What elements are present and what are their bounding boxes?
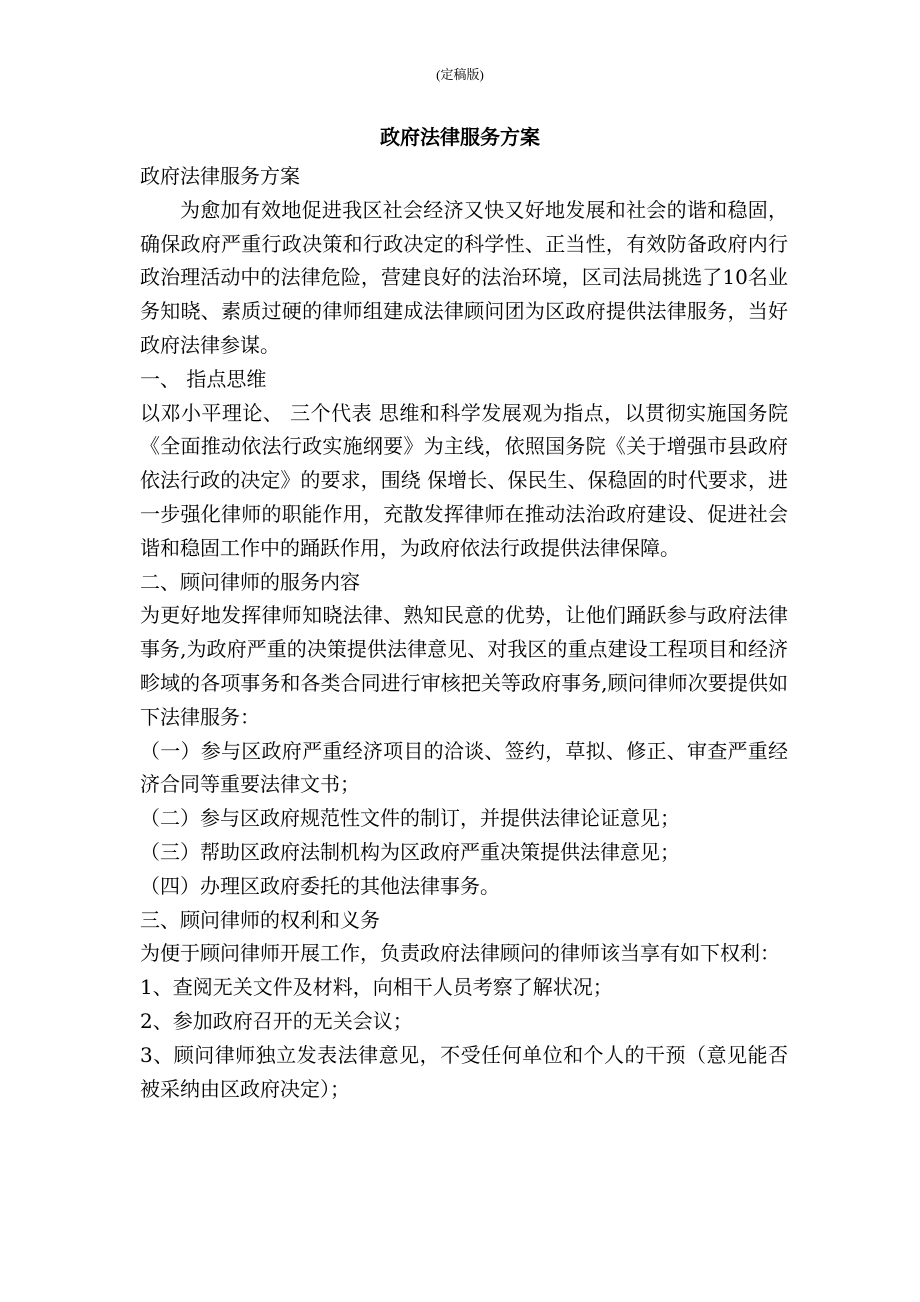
body-paragraph: 为愈加有效地促进我区社会经济又快又好地发展和社会的谐和稳固，确保政府严重行政决策和行政决定的科学性、正当性，有效防备政府内行政治理活动中的法律危险，营建良好的法治环境，区司法局挑选了10名业务知晓、素质过硬的律师组建成法律顾问团为区政府提供法律服务，当好政府法律参谋。 — [140, 197, 788, 357]
body-paragraph: 3、顾问律师独立发表法律意见，不受任何单位和个人的干预（意见能否被采纳由区政府决定）； — [140, 1042, 788, 1101]
body-paragraph: 为便于顾问律师开展工作，负责政府法律顾问的律师该当享有如下权利： — [140, 941, 780, 966]
body-paragraph: 为更好地发挥律师知晓法律、熟知民意的优势，让他们踊跃参与政府法律事务,为政府严重的决策提供法律意见、对我区的重点建设工程项目和经济畛域的各项事务和各类合同进行审核把关等政府事务,顾问律师次要提供如下法律服务： — [140, 603, 788, 729]
body-paragraph: （三）帮助区政府法制机构为区政府严重决策提供法律意见； — [140, 839, 680, 864]
body-paragraph: （四）办理区政府委托的其他法律事务。 — [140, 873, 500, 898]
document-body — [140, 160, 788, 1106]
body-paragraph: 二、顾问律师的服务内容 — [140, 569, 360, 594]
body-paragraph: 三、顾问律师的权利和义务 — [140, 907, 380, 932]
body-paragraph: 1、查阅无关文件及材料，向相干人员考察了解状况； — [140, 975, 613, 1000]
body-paragraph: （一）参与区政府严重经济项目的洽谈、签约，草拟、修正、审查严重经济合同等重要法律文书； — [140, 738, 788, 797]
draft-version-note: (定稿版) — [436, 67, 484, 82]
body-paragraph: 一、 指点思维 — [140, 366, 267, 391]
body-paragraph: 2、参加政府召开的无关会议； — [140, 1008, 413, 1033]
body-paragraph: 政府法律服务方案 — [140, 164, 300, 188]
body-paragraph: 以邓小平理论、 三个代表 思维和科学发展观为指点，以贯彻实施国务院《全面推动依法行政实施纲要》为主线，依照国务院《关于增强市县政府依法行政的决定》的要求，围绕 保增长、保民生、保稳固的时代要求，进一步强化律师的职能作用，充散发挥律师在推动法治政府建设、促进社会谐和稳固工作中的踊跃作用，为政府依法行政提供法律保障。 — [140, 400, 788, 560]
document-title: 政府法律服务方案 — [380, 125, 540, 149]
body-paragraph: （二）参与区政府规范性文件的制订，并提供法律论证意见； — [140, 806, 680, 831]
